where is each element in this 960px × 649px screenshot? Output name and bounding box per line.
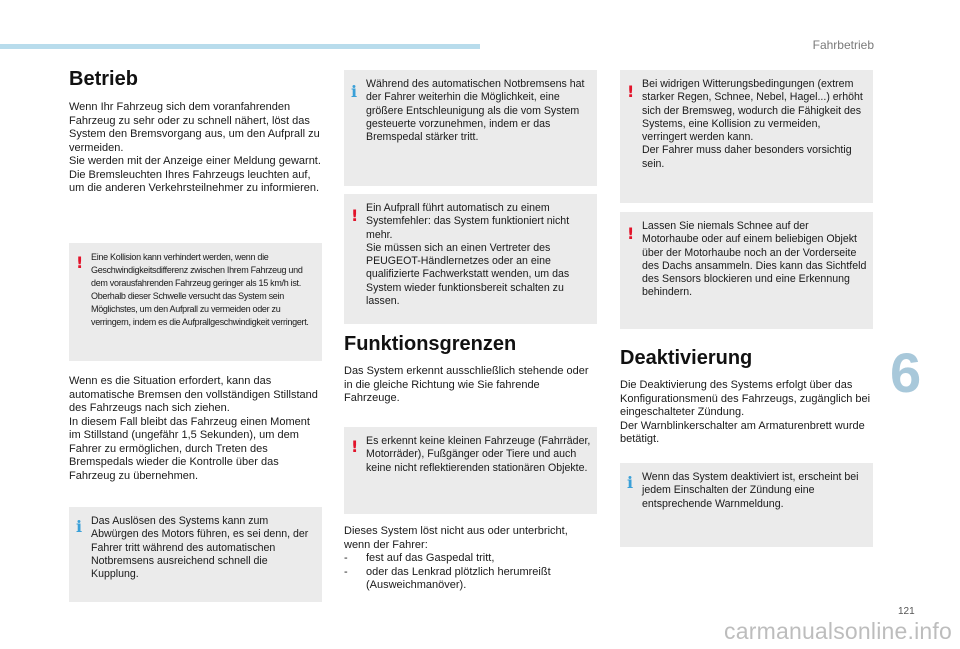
heading-betrieb: Betrieb: [69, 68, 138, 90]
info-text: Wenn das System deaktiviert ist, erscheint bei jedem Einschalten der Zündung eine entsprechende Warnmeldung.: [642, 471, 859, 510]
warning-text: Eine Kollision kann verhindert werden, wenn die Geschwindigkeitsdifferenz zwischen Ihrem Fahrzeug und dem vorausfahrenden Fahrzeug geringer als 15 km/h ist. Oberhalb dieser Schwelle versucht das System sein Möglichstes, um den Aufprall zu vermeiden oder zu verringern, indem es die Aufprallgeschwindigkeit verringert.: [91, 252, 309, 327]
paragraph-funktionsgrenzen-intro: Das System erkennt ausschließlich stehende oder in die gleiche Richtung wie Sie fahrende Fahrzeuge.: [344, 365, 589, 404]
warning-icon: !: [627, 224, 635, 243]
paragraph-betrieb-body: Wenn es die Situation erfordert, kann das automatische Bremsen den vollständigen Stillstand des Fahrzeugs nach sich ziehen. In diesem Fall bleibt das Fahrzeug einen Moment im Stillstand (ungefähr 1,5 Sekunden), um dem Fahrer zu ermöglichen, durch Treten des Bremspedals wieder die Kontrolle über das Fahrzeug zu übernehmen.: [69, 375, 318, 482]
info-text: Das Auslösen des Systems kann zum Abwürgen des Motors führen, es sei denn, der Fahrer tritt während des automatischen Notbremsens ausreichend schnell die Kupplung.: [91, 515, 309, 581]
section-label: Fahrbetrieb: [812, 38, 874, 52]
paragraph-deaktivierung: Die Deaktivierung des Systems erfolgt über das Konfigurationsmenü des Fahrzeugs, zugänglich bei eingeschalteter Zündung. Der Warnblinkerschalter am Armaturenbrett wurde betätigt.: [620, 379, 871, 445]
chapter-number: 6: [890, 341, 922, 404]
warning-text: Ein Aufprall führt automatisch zu einem Systemfehler: das System funktioniert nicht mehr. Sie müssen sich an einen Vertreter des PEUGEOT-Händlernetzes oder an eine qualifizierte Fachwerkstatt wenden, um das System wieder funktionsbereit schalten zu lassen.: [366, 202, 570, 308]
list-item: - fest auf das Gaspedal tritt,: [344, 552, 495, 564]
list-item: - oder das Lenkrad plötzlich herumreißt (Ausweichmanöver).: [344, 565, 551, 591]
page-number: 121: [898, 606, 915, 617]
warning-icon: !: [351, 206, 359, 225]
warning-text: Bei widrigen Witterungsbedingungen (extrem starker Regen, Schnee, Nebel, Hagel...) erhöht sich der Bremsweg, wodurch die Fähigkeit des Systems, eine Kollision zu vermeiden, verringert werden kann. Der Fahrer muss daher besonders vorsichtig sein.: [642, 78, 863, 170]
warning-icon: !: [351, 437, 359, 456]
top-accent-bar: [0, 44, 480, 49]
heading-funktionsgrenzen: Funktionsgrenzen: [344, 333, 517, 355]
warning-box-schnee: [620, 212, 873, 329]
info-icon: i: [351, 82, 358, 101]
warning-text: Es erkennt keine kleinen Fahrzeuge (Fahrräder, Motorräder), Fußgänger oder Tiere und auch keine nicht reflektierenden stationären Objekte.: [366, 435, 591, 474]
warning-text: Lassen Sie niemals Schnee auf der Motorhaube oder auf einem beliebigen Objekt über der Motorhaube noch an der Vorderseite des Dachs ansammeln. Dies kann das Sichtfeld des Sensors blockieren und eine Erkennung behindern.: [642, 220, 867, 299]
condition-list: [344, 552, 597, 593]
warning-icon: !: [76, 253, 84, 272]
info-text: Während des automatischen Notbremsens hat der Fahrer weiterhin die Möglichkeit, eine größere Entschleunigung als die vom System gesteuerte vorzunehmen, indem er das Bremspedal stärker tritt.: [366, 78, 585, 144]
info-box-notbremsen: [344, 70, 597, 186]
info-icon: i: [76, 517, 83, 536]
info-box-abwuergen: [69, 507, 322, 602]
warning-box-witterung: [620, 70, 873, 203]
paragraph-betrieb-intro: Wenn Ihr Fahrzeug sich dem voranfahrenden Fahrzeug zu sehr oder zu schnell nähert, löst das System den Bremsvorgang aus, um den Aufprall zu vermeiden. Sie werden mit der Anzeige einer Meldung gewarnt. Die Bremsleuchten Ihres Fahrzeugs leuchten auf, um die anderen Verkehrsteilnehmer zu informieren.: [69, 101, 321, 194]
warning-box-kollision: [69, 243, 322, 361]
info-box-deaktiviert: [620, 463, 873, 547]
heading-deaktivierung: Deaktivierung: [620, 347, 753, 369]
warning-icon: !: [627, 82, 635, 101]
warning-box-systemfehler: [344, 194, 597, 324]
watermark: carmanualsonline.info: [724, 618, 952, 644]
info-icon: i: [627, 473, 634, 492]
paragraph-funktionsgrenzen-body: Dieses System löst nicht aus oder unterbricht, wenn der Fahrer:: [344, 525, 568, 551]
warning-box-erkennung: [344, 427, 597, 514]
